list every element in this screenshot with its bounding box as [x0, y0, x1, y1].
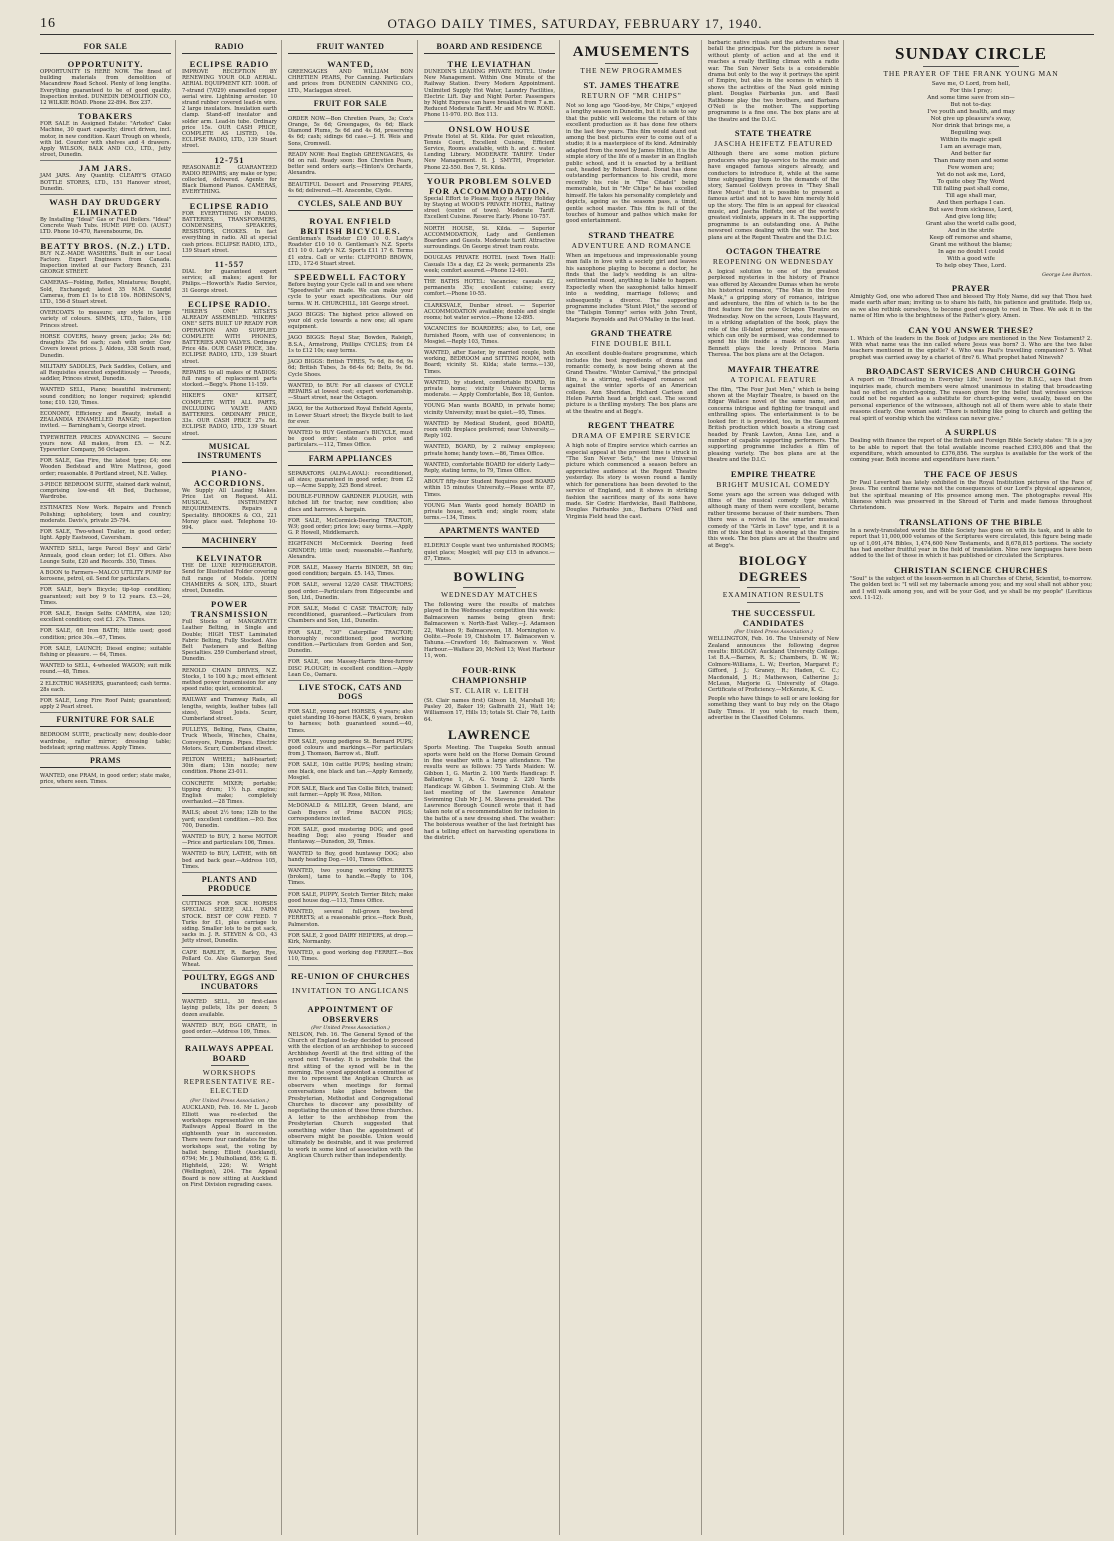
poem-line: And then perhaps I can. [936, 200, 1006, 206]
classified-ad: HORSE COVERS, heavy green; jacks; 24s 6d; draughts 25s 6d each; cash with order. Cow Covers lowest prices. J. Aldous, 338 South road, Dunedin. [40, 332, 171, 362]
classified-ad: A BOON to Farmers—MALCO UTILITY PUMP for kerosene, petrol, oil. Send for particulars. [40, 568, 171, 585]
fruit-ads [288, 114, 413, 197]
classified-ad: FOR SALE, one Massey-Harris three-furrow DISC PLOUGH; in excellent condition.—Apply Lean Co., Oamaru. [288, 657, 413, 681]
poem-line: Grant me without the blame; [929, 242, 1013, 248]
poem-line: But save from sickness, Lord, [929, 207, 1013, 213]
four-rink-subhead: ST. CLAIR v. LEITH [449, 685, 530, 695]
classified-ad: KELVINATOR THE DE LUXE REFRIGERATOR. Send for Illustrated Folder covering full range of Models. JOHN CHAMBERS & SON, LTD., Stuart street, Dunedin. [182, 551, 277, 597]
classified-ad: FOR SALE, young pedigree St. Bernard PUPS; good colours and markings.—For particulars from J. Thomson, Barrow st., Bluff. [288, 737, 413, 761]
classified-ad: YOUNG Man wants BOARD, in private home; vicinity University; must be quiet.—95, Times. [424, 401, 555, 418]
classified-note: People who have things to sell or are looking for something they want to buy rely on the Otago Daily Times. If you wish to reach them, advertise in the Classified Columns. [708, 695, 839, 722]
paper-dateline: OTAGO DAILY TIMES, SATURDAY, FEBRUARY 17, 1940. [387, 16, 763, 31]
railways-article: AUCKLAND, Feb. 16. Mr L. Jacob Elliott was re-elected the workshops representative on the Railways Appeal Board in the eighteenth year in succession. There were four candidates for the workshops seat, the voting by ballot being: Elliott (Auckland), 6794; Mr. J. Mulholland, 856; G. B. Highfield, 226; W. Wright (Wellington), 204. The Appeal Board is now sitting at Auckland on First Division regrading cases. [182, 1105, 277, 1189]
church-article: NELSON, Feb. 16. The General Synod of the Church of England to-day decided to proceed with the election of an archbishop to succeed Archbishop Averill at the first sitting of the synod next Tuesday. It is probable that the first sitting of the synod will be in the morning. The synod appointed a committee of five to represent the Anglican Church as observers when meetings for formal conversations take place between the Presbyterian, Methodist and Congregational Churches to discover any possibility of negotiating the union of those three churches. A letter to the archbishop from the Presbyterian Church suggested that something wider than the appointment of observers might be possible. Union would ultimately be desirable, and it was preferred to work in some kind of association with the Anglican Church rather than independently. [288, 1031, 413, 1160]
classified-ad: POWER TRANSMISSION Full Stocks of MANGROVITE Leather Belting, in Single and Double; HIGH TEST Laminated Fabric Belting, Fully Stocked. Also Belt Fasteners and Belting Specialties. 259 Cumberland street, Dunedin. [182, 597, 277, 665]
poem-line: To quite obey Thy Word [937, 179, 1005, 185]
classified-ad: FOR SALE, several 12/20 CASE TRACTORS; good order.—Particulars from Edgecumbe and Son, Ltd., Dunedin. [288, 580, 413, 604]
canning-wanted-ad: WANTED, GREENGAGES AND WILLIAM BON CHRETIEN PEARS, For Canning. Particulars and prices from DUNEDIN CANNING CO., LTD., Maclaggan street. [288, 57, 413, 97]
classified-ad: HIKER'S ONE" KITSET, COMPLETE WITH ALL PARTS, INCLUDING VALVE AND BATTERIES. ORDINARY PRICE, 33s. OUR CASH PRICE 27s 6d. ECLIPSE RADIO, LTD., 139 Stuart street. [182, 391, 277, 439]
classified-ad: FOR SALE, Long Fire Roof Paint; guaranteed; apply 2 Pearl street. [40, 696, 171, 713]
column-theatres [704, 40, 844, 1535]
face-of-jesus-headline: THE FACE OF JESUS [923, 468, 1019, 479]
column-sunday-circle [846, 40, 1096, 1535]
poem-line: Yet do not ask me, Lord, [936, 172, 1006, 178]
st-james-subhead: RETURN OF "MR CHIPS" [581, 91, 682, 100]
classified-ad: BEATTY BROS. (N.Z.) LTD. BUY N.Z.-MADE WASHERS. Built in our Local Factory. Expert Engineers from Canada. Inspection invited at our Factory Branch, 231 GEORGE STREET. [40, 239, 171, 279]
classified-ad: FOR SALE, 2 good DAIRY HEIFERS, at drop.—Kirk, Normanby. [288, 931, 413, 948]
page-number: 16 [40, 16, 56, 31]
section-heading-prams: PRAMS [40, 754, 171, 768]
classified-ad: PELTON WHEEL; half-hearted; 30in diam; 13in nozzle; new condition. Phone 23-011. [182, 755, 277, 779]
plants-ads [182, 899, 277, 971]
poem-line: Grant also the world calls good, [925, 221, 1017, 227]
section-heading-livestock: LIVE STOCK, CATS AND DOGS [288, 681, 413, 704]
octagon-subhead: REOPENING ON WEDNESDAY [712, 256, 835, 266]
classified-ad: RAILS; about 2½ tons; 12lb to the yard; excellent condition.—P.O. Box 700, Dunedin. [182, 808, 277, 832]
octagon-article: A logical solution to one of the greatest perplexed mysteries in the history of France was offered by Alexandre Dumas when he wrote his historical romance, "The Man in the Iron Mask," a gripping story of romance, intrigue and adventure, the film of which is to be the first feature for the new Octagon Theatre on Wednesday. Now on the screen, Louis Hayward, in a striking adaptation of the book, plays the role of the ill-fated prisoner who, for reasons which can only be surmised, was condemned to spend his life inside a mask of iron. Joan Bennett plays the lovely Princess Maria Theresa. The box plans are at the Octagon. [708, 268, 839, 359]
classified-ad: 3-PIECE BEDROOM SUITE, stained dark walnut, comprising low-end 4ft Bed, Duchesse, Wardrobe. [40, 480, 171, 504]
classified-ad: SEPARATORS (ALFA-LAVAL): reconditioned, all sizes; guaranteed in good order; from £2 up.—Acme Supply, 325 Bond street. [288, 469, 413, 493]
classified-ad: SPEEDWELL FACTORY Before buying your Cycle call in and see where "Speedwells" are made. We can make your cycle to your exact specifications. Our old terms. W. H. CHURCHILL, 181 George street. [288, 270, 413, 310]
lawrence-headline: LAWRENCE [447, 727, 532, 743]
prayer-title: THE PRAYER OF THE FRANK YOUNG MAN [883, 69, 1059, 78]
poem-line: Save me, O Lord, from hell, [931, 81, 1011, 87]
broadcast-headline: BROADCAST SERVICES AND CHURCH GOING [866, 366, 1076, 377]
section-heading-farm: FARM APPLIANCES [288, 452, 413, 466]
poem-line: For this I pray; [949, 88, 993, 94]
classified-ad: ESTIMATES Now Work. Repairs and French Polishing; upholstery, town and country; moderate. Davis's, private 25-794. [40, 503, 171, 527]
poem-line: And some time save from sin— [927, 95, 1015, 101]
classified-ad: McDONALD & MILLER, Green Island, are Cash Buyers of Prime BACON PIGS; correspondence invited. [288, 801, 413, 825]
grand-article: An excellent double-feature programme, which includes the best ingredients of drama and romantic comedy, is now being shown at the Grand Theatre. "Winter Carnival," the principal film, is a stirring, well-staged romance set against the winter sports of an American college. Ann Sheridan, Richard Carlson and Helen Parrish head a bright cast. The second picture is a thrilling mystery. The box plans are at the theatre and at Begg's. [566, 351, 697, 415]
classified-ad: EIGHT-INCH McCormick Deering feed GRINDER; little used; reasonable.—Ranfurly, Alexandra. [288, 539, 413, 563]
classified-ad: THE BATHS HOTEL: Vacancies; casuals £2, permanents 35s; excellent cuisine; every comfort.—Phone 10-55. [424, 277, 555, 301]
bowling-article: The following were the results of matches played in the Wednesday competition this week: Balmacewen names being given first: Balmacewen v. North-East Valley.—J. Adamson 22, Watson 9; Balmacewen, 18. Mornington v. Oolite.—Poole 19, Chisholm 17. Balmacewen v. Tahuna.—Crawford 16; Balmacewen v. West Harbour.—Wallace 20, McNeil 13; West Harbour 11, won. [424, 601, 555, 660]
radio-ads [182, 57, 277, 440]
poem-line: And in the strife [947, 228, 995, 234]
empire-subhead: BRIGHT MUSICAL COMEDY [716, 479, 831, 489]
classified-ad: WANTED, after Easter, by married couple, both working, BEDROOM and SITTING ROOM, with Board; vicinity St. Kilda; state terms.—130, Times. [424, 348, 555, 378]
classified-ad: WASH DAY DRUDGERY ELIMINATED By Installing "Ideal" Gas or Fuel Boilers. "Ideal" Concrete Wash Tubs. HUME PIPE CO. (AUST.) LTD. Phone 10-470, Ravensbourne, Dn. [40, 195, 171, 239]
classified-ad: WANTED BUY, EGG CRATE, in good order.—Address 109, Times. [182, 1021, 277, 1038]
leviathan-ad: THE LEVIATHAN DUNEDIN'S LEADING PRIVATE HOTEL. Under New Management. Within One Minute of the Railway Station. Every Modern Appointment. Unlimited Supply Hot Water, Laundry Facilities, Electric Lift. Day and Night Porter. Passengers by Night Express can have breakfast from 7 a.m. Reduced Moderate Tariff. Mr and Mrs W. RONE. Phone 11-970. P.O. Box 113. [424, 57, 555, 122]
strand-article: When an impetuous and impressionable young man falls in love with a society girl and leaves his saxophone playing to become a doctor, he finds that the lady's wedding is an ultra-sentimental mood, anything is liable to happen. Expectedly when the saxophonist talks himself into a wedding, marriage follows; and subsequently a divorce. The supporting programme includes "Stunt Pilot," the second of the "Tailspin Tommy" series with John Trent, Marjorie Reynolds and Pat O'Malley in the lead. [566, 252, 697, 323]
classified-ad: FOR SALE, 10in cattle PUPS; heeling strain; one black, one black and tan.—Apply Kennedy, Mosgiel. [288, 760, 413, 784]
classified-ad: JAGO BIGGS: Royal Star, Bowden, Raleigh, B.S.A., Armstrong, Phillips CYCLES; from £4 1s to £12 10s; easy terms. [288, 333, 413, 357]
amusements-headline: AMUSEMENTS [572, 44, 691, 60]
poem-line: Till falling past shall come, [932, 186, 1010, 192]
section-heading-plants: PLANTS AND PRODUCE [182, 873, 277, 896]
column-fruit [284, 40, 418, 1535]
column-for-sale [36, 40, 176, 1535]
classified-ad: FOR SALE, boy's Bicycle; tip-top condition; guaranteed; suit boy 9 to 12 years. £3.—24, Times. [40, 585, 171, 609]
section-heading-cycles: CYCLES, SALE AND BUY [288, 197, 413, 211]
classified-ad: WANTED by Medical Student, good BOARD, room with fireplace preferred; near University.—Reply 102. [424, 419, 555, 443]
surplus-headline: A SURPLUS [945, 427, 997, 438]
lawrence-article: Sports Meeting. The Tuapeka South annual sports were held on the Horse Domain Ground in fine weather with a large attendance. The results were as follows: 75 Yards Maiden: W. Gibbon 1, G. Martin 2. 100 Yards Handicap: F. Ballantyne 1, A. G. Young 2. 220 Yards Handicap: W. Gibbon 1. Swimming Club. At the last meeting of the Lawrence Amateur Swimming Club Mr J. M. Stevens presided. The Lawrence Borough Council wrote that it had taken note of a recommendation for inclusion in the baths of a new dressing shed. The weather: The boisterous weather of the last fortnight has had a telling effect on harvesting operations in the district. [424, 745, 555, 841]
poem-line: And give long life; [945, 214, 997, 220]
face-of-jesus-article: Dr Paul Leverhoff has lately exhibited in the Royal Institution pictures of the Face of Jesus. The central theme was not the consequences of our Lord's physical appearance, but the spiritual meaning of His presence among men. The photographs reveal His likeness which was preserved in the Shroud of Turin and made famous throughout Christendom. [850, 479, 1092, 512]
st-james-headline: ST. JAMES THEATRE [583, 80, 680, 90]
railways-headline: RAILWAYS APPEAL BOARD [185, 1043, 274, 1064]
biology-subhead: EXAMINATION RESULTS [722, 590, 825, 600]
classified-ad: WANTED, several full-grown two-bred FERRETS; at a reasonable price.—Rock Bush, Palmerston. [288, 907, 413, 931]
church-byline: (Per United Press Association.) [311, 1024, 390, 1031]
cycles-ads [288, 214, 413, 451]
classified-ad: WANTED, to BUY: For all classes of CYCLE REPAIRS at lowest cost; expert workmanship.—Stuart street, near the Octagon. [288, 381, 413, 405]
classified-ad: WANTED, a good working dog FERRET.—Box 110, Times. [288, 948, 413, 965]
classified-ad: REPAIRS to all makes of RADIOS; full range of replacement parts stocked.—Begg's. Phone 11-159. [182, 368, 277, 392]
questions-article: 1. Which of the leaders in the Book of Judges are mentioned in the New Testament? 2. With what name was the inn called where Jesus was born? 3. Who are the two false teachers mentioned in the epistle? 4. Who was Paul's travelling companion? 5. What prophet was carried away by a chariot of fire? 6. What prophet hated Nineveh? [850, 335, 1092, 361]
classified-ad: DOUGLAS PRIVATE HOTEL (next Town Hall): Casuals 15s a day, £2 2s week; permanents 25s week; comfort assured.—Phone 12-401. [424, 253, 555, 277]
mayfair-subhead: A TOPICAL FEATURE [730, 374, 817, 384]
biology-byline: (Per United Press Association.) [734, 629, 813, 636]
classified-ad: FOR SALE, Black and Tan Collie Bitch, trained; suit farmer.—Apply W. Ross, Milton. [288, 784, 413, 801]
four-rink-headline: FOUR-RINK CHAMPIONSHIP [451, 664, 528, 685]
poem-line: I've youth and health, and may [927, 109, 1015, 115]
classified-ad: ECLIPSE RADIO FOR EVERYTHING IN RADIO. BATTERIES, TRANSFORMERS, CONDENSERS, SPEAKERS, RESISTORS, CHOKES. In fact everything in radio. All at special cash prices. ECLIPSE RADIO, LTD., 139 Stuart street. [182, 199, 277, 257]
classified-ad: MILITARY SADDLES, Pack Saddles, Collars, and all Requisites executed expeditiously — Tweeds, saddler, Princes street, Dunedin. [40, 362, 171, 386]
classified-ad: FOR SALE, Model C CASE TRACTOR; fully reconditioned, guaranteed.—Particulars from Chambers and Son, Ltd., Dunedin. [288, 604, 413, 628]
empire-headline: EMPIRE THEATRE [730, 468, 817, 479]
translations-article: In a newly-translated world the Bible Society has gone on with its task, and is able to report that 11,000,000 volumes of the Scriptures were circulated, this figure being made up of 1,091,474 Bibles, 1,474,600 New Testaments, and 8,678,815 portions. The society has had another fruitful year in the field of translation. Nine new languages have been added to the list of those in which it has published or circulated the Scriptures. [850, 527, 1092, 560]
classified-ad: WANTED to SELL, 4-wheeled WAGON; suit milk round.—48, Times. [40, 661, 171, 678]
empire-article: Some years ago the screen was deluged with films of the musical comedy type which, although many of them were excellent, became rather tiresome because of their numbers. Then there was a revival in the smarter musical comedy of the "Girls in Love" type, and it is a film of this kind that is showing at the Empire this week. The box plans are at the theatre and at Begg's. [708, 491, 839, 549]
section-heading-board: BOARD AND RESIDENCE [424, 40, 555, 54]
classified-ad: PIANO-ACCORDIONS. We Supply All Leading Makes. Price List on Request. ALL MUSICAL INSTRUMENT REQUIREMENTS. Repairs a Speciality. BROOKES & CO., 221 Moray place east. Telephone 10-994. [182, 466, 277, 534]
church-headline: RE-UNION OF CHURCHES [291, 970, 410, 981]
column-amusements [562, 40, 702, 1535]
classified-ad: FOR SALE, PUPPY, Scotch Terrier Bitch; make good house dog.—113, Times Office. [288, 890, 413, 907]
classified-ad: PULLEYS, Belting, Fans, Chains, Truck Wheels, Winches, Chains, Conveyors, Pumps. Pipes. Electric Motors. Scurr, Cumberland street. [182, 725, 277, 755]
state-headline: STATE THEATRE [734, 128, 813, 139]
classified-ad: WANTED SELL, Piano; beautiful instrument; sound condition; no longer required; splendid tone; £10. 120, Times. [40, 385, 171, 409]
railways-byline: (Per United Press Association.) [190, 1098, 269, 1105]
for-sale-ads [40, 57, 171, 713]
sunday-circle-headline: SUNDAY CIRCLE [894, 44, 1048, 63]
classified-ad: OPPORTUNITY. OPPORTUNITY IS HERE NOW. The finest of building materials from demolition of Macandrew Road School. Plenty of long lengths. Everything guaranteed to be of good quality. Inspection invited. DUNEDIN DEMOLITION CO., 12 WILKIE ROAD. Phone 22-894. Box 237. [40, 57, 171, 109]
music-ads [182, 466, 277, 534]
classified-ad: OVERCOATS to measure; any style in large variety of colours. SIMMS, LTD., Tailors, 118 Princes street. [40, 308, 171, 332]
prams-ad: WANTED, one PRAM, in good order; state make, price, where seen. Times. [40, 771, 171, 788]
classified-ad: TOBAKERS FOR SALE in Assigned Estate: "Artofex" Cake Machine, 30 quart capacity; direct driven, incl. motor, in new condition. Kauri Trough on wheels, with lid. Counter with shelves and 4 drawers. Apply WILSON, BALK AND CO., LTD., Jetty street, Dunedin. [40, 109, 171, 161]
onslow-ad: ONSLOW HOUSE Private Hotel at St. Kilda. For quiet relaxation, Tennis Court, Excellent Cuisine, Efficient Service, Rooms available, with h. and c. water. Lending Library. MODERATE TARIFF. Under New Management. H. J. SMYTH, Proprietor. Phone 22-550. Box 7, St. Kilda. [424, 122, 555, 174]
section-heading-fruit-for-sale: FRUIT FOR SALE [288, 97, 413, 111]
classified-ad: ROYAL ENFIELD BRITISH BICYCLES. Gentleman's Roadster £10 10 0. Lady's Roadster £10 10 0. Gentleman's N.Z. Sports £11 10 0. Lady's N.Z. Sports £11 17 6. Terms £1 extra. Call or write: CLIFFORD BROWN, LTD., 172-6 Stuart street. [288, 214, 413, 270]
classified-ad: FOR SALE, Two-wheel Trailer, in good order; light. Apply Eastwood, Caversham. [40, 527, 171, 544]
classified-ad: JAGO BIGGS: British TYRES, 7s 6d, 8s 6d, 9s 6d; British Tubes, 3s 6d-4s 6d; Belts, 9s 6d. Cycle Shoes. [288, 357, 413, 381]
section-heading-musical-instruments: MUSICAL INSTRUMENTS [182, 440, 277, 463]
classified-ad: FOR SALE, young part HORSES, 4 years; also quiet standing 16-horse HACK, 6 years, broken to harness; both guaranteed sound.—40, Times. [288, 707, 413, 737]
state-article: Although there are some motion picture producers who pay lip-service to the music and have engaged famous singers already, and conductors to introduce it, while at the same time subjugating them to the demands of the story, Samuel Goldwyn proves in "They Shall Have Music" that it is possible to present a famous artist and not to have him merely hold up the story. The film is an appeal for classical music, and Jascha Heifetz, one of the world's greatest violinists, appears in it. The supporting programme is an outstanding one. A Pathe newsreel comes dealing with the war. The box plans are at the Regent Theatre and the D.I.C. [708, 151, 839, 241]
bowling-subhead: WEDNESDAY MATCHES [440, 589, 538, 599]
classified-ad: FOR SALE, LAUNCH; Diesel engine; suitable fishing or pleasure. — 64, Times. [40, 644, 171, 661]
classified-ad: CUTTINGS FOR SICK HORSES SPECIAL SHEEP, ALL FARM STOCK. BEST OF COW FEED. 7 Turks for £1, plus carriage to siding. Smaller lots to be got sack, sacks in. J. R. STEVEN & CO., 43 Jetty street, Dunedin. [182, 899, 277, 947]
classified-ad: WANTED, BOARD, by 2 railway employees; private home; handy town.—86, Times Office. [424, 442, 555, 459]
classified-ad: JAGO BIGGS: The highest price allowed on your old cycle towards a new one; all spare equipment. [288, 310, 413, 334]
regent-article: A high note of Empire service which carries an especial appeal at the present time is struck in "The Sun Never Sets," the new Universal picture which commenced a season before an appreciative audience at the Regent Theatre yesterday. Its story is woven round a family which for generations has been devoted to the service of England, and it shows in striking fashion the sacrifices many of its sons have made. Sir Cedric Hardwicke, Basil Rathbone, Douglas Fairbanks jun., Barbara O'Neil and Virginia Field head the cast. [566, 443, 697, 520]
classified-ad: VACANCIES for BOARDERS; also, to Let, one furnished Room, with use of conveniences; in Mosgiel.—Reply 103, Times. [424, 324, 555, 348]
classified-ad: CONCRETE MIXER; portable; tipping drum; 1½ h.p. engine; English make; completely overhauled.—28 Times. [182, 779, 277, 809]
section-heading-radio: RADIO [182, 40, 277, 54]
section-heading-fruit-wanted: FRUIT WANTED [288, 40, 413, 54]
classified-ad: ECLIPSE RADIO. "HIKER'S ONE" KITSETS ALREADY ASSEMBLED. "HIKERS' ONE" SETS BUILT UP READY FOR OPERATION AND SUPPLIED COMPLETE WITH PHONES, BATTERIES AND VALVES. Ordinary Price 48s. OUR CASH PRICE, 38s. ECLIPSE RADIO, LTD., 139 Stuart street. [182, 297, 277, 368]
prayer-headline: PRAYER [951, 283, 991, 293]
poultry-ads [182, 997, 277, 1038]
surplus-article: Dealing with finance the report of the British and Foreign Bible Society states: "It is a joy to be able to report that the total available income reached £393,806 and that the expenditure, which amounted to £376,856. The surplus is available for the work of the coming year. Both income and expenditure have risen." [850, 438, 1092, 464]
poem-line: With a good wife [947, 256, 995, 262]
classified-ad: WANTED to BUY Gentleman's BICYCLE, must be good order; state cash price and particulars.—112, Times Office. [288, 428, 413, 452]
machinery-ads [182, 551, 277, 873]
farm-ads [288, 469, 413, 681]
poem-line: Than many men and some [933, 158, 1009, 164]
poem-line: Till age shall mar, [945, 193, 997, 199]
classified-ad: ECLIPSE RADIO IMPROVE RECEPTION BY RENEWING YOUR OLD AERIAL. AERIAL EQUIPMENT KIT: 100ft. of 7-strand (7/029) enamelled copper aerial wire. Lightning arrester. 10 strand rubber covered lead-in wire. 2 large insulators. Insulation earth clamp. Stand-off insulator and solder arm. Lead-in tube. Ordinary price 15s. OUR CASH PRICE, COMPLETE AS LISTED, 10s. ECLIPSE RADIO, LTD., 139 Stuart street. [182, 57, 277, 153]
christian-science-article: "Soul" is the subject of the lesson-sermon in all Churches of Christ, Scientist, to-morrow. The golden text is: "I will set my tabernacle among you; and my soul shall not abhor you; and I will walk among you, and will be your God, and ye shall be my people" (Leviticus xxvi. 11-12). [850, 575, 1092, 601]
classified-ad: 11-557 DIAL for guaranteed expert service; all makes; agent for Philips.—Howorth's Radio Service, 31 George street. [182, 257, 277, 297]
section-heading-for-sale: FOR SALE [40, 40, 171, 54]
observers-subhead: APPOINTMENT OF OBSERVERS [307, 1003, 394, 1024]
classified-ad: BEAUTIFUL Dessert and Preserving PEARS, 4s 6d; delivered.—H. Anscombe, Clyde. [288, 180, 413, 197]
church-subhead: INVITATION TO ANGLICANS [291, 985, 410, 995]
column-board [420, 40, 560, 1535]
bowling-headline: BOWLING [453, 568, 526, 584]
classified-ad: RENOLD CHAIN DRIVES, N.Z. Stocks, 1 to 100 h.p.; most efficient method power transmission for any speed ratio; quiet, economical. [182, 666, 277, 696]
livestock-ads [288, 707, 413, 966]
state-subhead: JASCHA HEIFETZ FEATURED [714, 139, 833, 149]
poem-line: Beguiling way. [950, 130, 992, 136]
st-james-article: Not so long ago "Good-bye, Mr Chips," enjoyed a lengthy season in Dunedin, but it is safe to say that the public will welcome the return of this excellent production as it has done few others in the last few years. This film would stand out among the best pictures ever to come out of a studio; it is a masterpiece of its kind. Admirably adapted from the novel by James Hilton, it is the simple story of the life of a master in an English public school, and it is enacted by a brilliant cast, headed by Robert Donat. Donat has done outstanding performances to his credit, more recently his role in "The Citadel" being memorable, but in "Mr Chips" he has excelled himself. He takes his personality completely and depicts, ageing as the seasons pass, a timid, gentle school master. This film is full of the touches of humour and pathos which make for good entertainment. [566, 103, 697, 225]
apartments-ad: ELDERLY Couple want two unfurnished ROOMS; quiet place; Mosgiel; will pay £15 in advance.—87, Times. [424, 541, 555, 565]
prayer-article: Almighty God, one who adored Thee and blessed Thy Holy Name, did say that Thou hast made earth after man; inviting us to share his faith, his patience and gratitude. Help us, as we also rethink ourselves, to become good enough to rest in Thee. We ask it in the name of Him who is the brightness of the Father's glory. Amen. [850, 294, 1092, 320]
biology-article: WELLINGTON, Feb. 16. The University of New Zealand announces the following degree results: BIOLOGY. Auckland University College. 1st B.A.—Barnes, R. S.; Chambers, D. W. W.; Colmore-Williams, L. W.; Everton, Margaret F.; Gifford, J. J.; Graney, R.; Haden, C. C.; Macdonald, J. H.; Mathewson, Catherine J.; McLean, Marjorie G. University of Otago. Certificate of Proficiency.—McKenzie, K. C. [708, 636, 839, 694]
classified-ad: WANTED SELL, 30 first-class laying pullets, 18s per dozen; 5 dozen available. [182, 997, 277, 1021]
section-heading-furniture: FURNITURE FOR SALE [40, 713, 171, 727]
four-rink-article: (St. Clair names first) Gibson 18, Marshall 16; Pasley 20, Baker 19; Galbraith 21, Watt 14; Williamson 17, Hills 15; totals St. Clair 76, Leith 64. [424, 697, 555, 723]
poem-line: And better far [950, 151, 992, 157]
classified-ad: FOR SALE, good mustering DOG; and good heading Dog; also young Header and Huntaway.—Dunsdon, 39, Times. [288, 825, 413, 849]
mayfair-article: The film, "The Four Just Men," which is being shown at the Mayfair Theatre, is based on the Edgar Wallace novel of the same name, and concerns intrigue and fighting for tranquil and enthralling spies. The entertainment is to be looked for: it is provided, too, in the Gaumont British production which boasts a strong cast headed by Frank Lawton, Anna Lee, and a number of capable supporting performers. The supporting programme includes a film of pleasing variety. The box plans are at the theatre and the D.I.C. [708, 386, 839, 464]
classified-ad: ORDER NOW.—Bon Chretien Pears, 3s; Cox's Orange, 5s 6d; Greengages, 6s 6d; Black Diamond Plums, 5s 6d and 4s 6d, preserving 4s 6d; cash; sidings 6d case.—J. H. Weis and Sons, Cromwell. [288, 114, 413, 150]
classified-ad: CLARKSVALE, Dunbar street. — Superior ACCOMMODATION available; double and single rooms; hot water service.—Phone 12-895. [424, 301, 555, 325]
column-radio [178, 40, 282, 1535]
masthead [40, 14, 1094, 35]
classified-ad: ABOUT fifty-four Student Requires good BOARD within 15 minutes University.—Please write 87, Times. [424, 477, 555, 501]
classified-ad: 2 ELECTRIC WASHERS, guaranteed; cash terms. 28s each. [40, 679, 171, 696]
biology-headline: BIOLOGY DEGREES [738, 553, 809, 585]
successful-candidates-subhead: THE SUCCESSFUL CANDIDATES [731, 608, 816, 629]
new-programmes-subhead: THE NEW PROGRAMMES [580, 66, 683, 75]
poem-line: Keep off remorse and shame, [929, 235, 1013, 241]
questions-headline: CAN YOU ANSWER THESE? [908, 324, 1034, 335]
classified-ad: WANTED to Buy, good huntaway DOG; also handy heading Dog.—101, Times Office. [288, 849, 413, 866]
grand-subhead: FINE DOUBLE BILL [591, 339, 672, 349]
classified-ad: FOR SALE, Ensign Selfix CAMERA, size 120; excellent condition; cost £3. 27s. Times. [40, 609, 171, 626]
classified-ad: JAGO, for the Authorized Royal Enfield Agents, in Lower Stuart street; the Bicycle built to last for ever. [288, 404, 413, 428]
poem-line: In age no doubt I could [938, 249, 1004, 255]
classified-ad: JAM JARS. JAM JARS. Any Quantity. CLEARY'S OTAGO BOTTLE STORES, LTD., 151 Hanover street, Dunedin. [40, 161, 171, 195]
strand-subhead: ADVENTURE AND ROMANCE [571, 240, 692, 250]
poem-line: But not to-day. [950, 102, 992, 108]
section-heading-poultry: POULTRY, EGGS AND INCUBATORS [182, 971, 277, 994]
classified-ad: WANTED, comfortable BOARD for elderly Lady—Reply, stating terms, to 79, Times Office. [424, 460, 555, 477]
classified-ad: ECONOMY, Efficiency and Beauty, install a ZEALANDIA ENAMELLED RANGE; inspection invited. — Barningham's, George street. [40, 409, 171, 433]
problem-solved-ad: YOUR PROBLEM SOLVED FOR ACCOMMODATION. Special Effort to Please. Enjoy a Happy Holiday by Staying at WOOD'S PRIVATE HOTEL, Rattray street (centre of town). Moderate Tariff. Excellent Cuisine. Reserve Early. Phone 10-757. [424, 174, 555, 224]
classified-ad: WANTED to BUY, LATHE, with 6ft bed and back gear.—Address 105, Times. [182, 849, 277, 873]
classified-ad: DOUBLE-FURROW GARDNER PLOUGH, with hitched lift for tractor, new condition; also discs and harrows. A bargain. [288, 492, 413, 516]
classified-ad: FOR SALE, Massey Harris BINDER, 5ft 6in; good condition; bargain. £5. 143, Times. [288, 563, 413, 580]
classified-ad: WANTED, by student, comfortable BOARD, in private home; vicinity University; terms moderate. — Apply Comfortable, Box 18, Gunton. [424, 378, 555, 402]
regent-subhead: DRAMA OF EMPIRE SERVICE [571, 431, 692, 441]
christian-science-headline: CHRISTIAN SCIENCE CHURCHES [894, 564, 1048, 575]
classified-ad: YOUNG Man Wants good homely BOARD in private house, north end; single room; state terms.—134, Times. [424, 501, 555, 525]
classified-ad: WANTED SELL, large Parcel Boys' and Girls' Annuals, good clean order; lot £1. Offers. Also Lounge Suite, £20 and Records. 350, Times. [40, 544, 171, 568]
workshops-subhead: WORKSHOPS REPRESENTATIVE RE-ELECTED [183, 1068, 276, 1096]
section-heading-machinery: MACHINERY [182, 534, 277, 548]
classified-ad: RAILWAY and Tramway Rails, all lengths, weights, leather tubes (all sizes), Steel Joists. Scurr, Cumberland street. [182, 695, 277, 725]
classified-ad: CAPE BARLEY, R. Barley, Rye, Pollard Co. Also Glamorgan Seed Wheat. [182, 948, 277, 972]
classified-ad: TYPEWRITER PRICES ADVANCING — Secure yours now. All makes, from £5. — N.Z. Typewriter Company, 56 Octagon. [40, 433, 171, 457]
poem-line: Within its magic spell [940, 137, 1002, 143]
grand-headline: GRAND THEATRE [590, 328, 673, 339]
poem-author: George Lee Burton. [1041, 272, 1092, 278]
poem-line: Few women are; [947, 165, 995, 171]
classified-ad: WANTED, two young working FERRETS (broken), tame to handle.—Reply to 104, Times. [288, 866, 413, 890]
regent-headline: REGENT THEATRE [587, 420, 676, 431]
poem-line: Nor drink that brings me, a [931, 123, 1011, 129]
strand-headline: STRAND THEATRE [588, 229, 675, 240]
octagon-headline: OCTAGON THEATRE [725, 245, 822, 256]
classified-ad: CAMERAS—Folding, Reflex, Miniatures; Bought, Sold, Exchanged; latest 35 M.M. Candid Cameras, from £1 1s to £18 10s. ROBINSON'S, LTD., 156-8 Stuart street. [40, 278, 171, 308]
furniture-ad: BEDROOM SUITE, practically new; double-door wardrobe, rafter mirror; dressing table; bedstead; spring mattress. Apply Times. [40, 730, 171, 754]
poem [850, 81, 1092, 270]
translations-headline: TRANSLATIONS OF THE BIBLE [899, 516, 1043, 527]
section-heading-apartments: APARTMENTS WANTED [424, 524, 555, 538]
poem-line: I am an average man, [940, 144, 1002, 150]
classified-ad: FOR SALE, Gas Fire, the latest type; £4; one Wooden Bedstead and Wire Mattress, good order; reasonable. 8 Portland street, N.E. Valley. [40, 456, 171, 480]
regent-continuation: barbaric native rituals and the adventures that befall the principals. For the picture is never without plenty of action and at the end it reaches a really thrilling climax with a radio war. The Sun Never Sets is a considerable drama but only to the way it portrays the spirit of Empire, but also in the scenes in which it shows the activities of the Nazi gold mining plant. Douglas Fairbanks jun. and Basil Rathbone play the two brothers, and Barbara O'Neil is the mother. The supporting programme is a fine one. The box plans are at the theatre and the D.I.C. [708, 40, 839, 123]
poem-line: Not give up pleasure's sway, [930, 116, 1012, 122]
classified-ad: FOR SALE, McCormick-Deering TRACTOR, W.9; good order; price low; easy terms.—Apply G. P. Howell, Middlemarch. [288, 516, 413, 540]
classified-ad: WANTED to BUY, 2 horse MOTOR—Price and particulars 106, Times. [182, 832, 277, 849]
board-ads [424, 224, 555, 525]
classified-ad: READY NOW: Real English GREENGAGES, 4s 6d on rail. Ready soon: Bon Chretien Pears, better send orders early.—Hinton's Orchards, Alexandra. [288, 150, 413, 180]
poem-line: To help obey Thee, Lord. [935, 263, 1007, 269]
classified-ad: NORTH HOUSE, St. Kilda. — Superior ACCOMMODATION, Lady and Gentlemen Boarders and Guests. Moderate tariff. Attractive surroundings. On George street tram route. [424, 224, 555, 254]
classified-ad: FOR SALE, "30" Caterpillar TRACTOR; thoroughly reconditioned; good working condition.—Particulars from Gorden and Son, Dunedin. [288, 628, 413, 658]
mayfair-headline: MAYFAIR THEATRE [727, 363, 820, 374]
broadcast-article: A report on "Broadcasting in Everyday Life," issued by the B.B.C., says that from inquiries made, church members were almost unanimous in stating that broadcasting had no effect on church-going. The reason given for the belief that wireless services could not be regarded as a substitute for church-going were, usually, based on the personal experience of the witnesses, although not all of them were able to state their reasons clearly. One woman said: "There is nothing like going to church and getting the real spirit of worship which the wireless can never give." [850, 377, 1092, 422]
classified-ad: 12-751 REASONABLE GUARANTEED RADIO REPAIRS; any make or type; collected, delivered. Agents for Black Diamond Pianos. CAMERAS, EVERYTHING. [182, 153, 277, 199]
classified-ad: FOR SALE, 6ft Iron BATH; little used; good condition; price 30s.—67, Times. [40, 626, 171, 643]
